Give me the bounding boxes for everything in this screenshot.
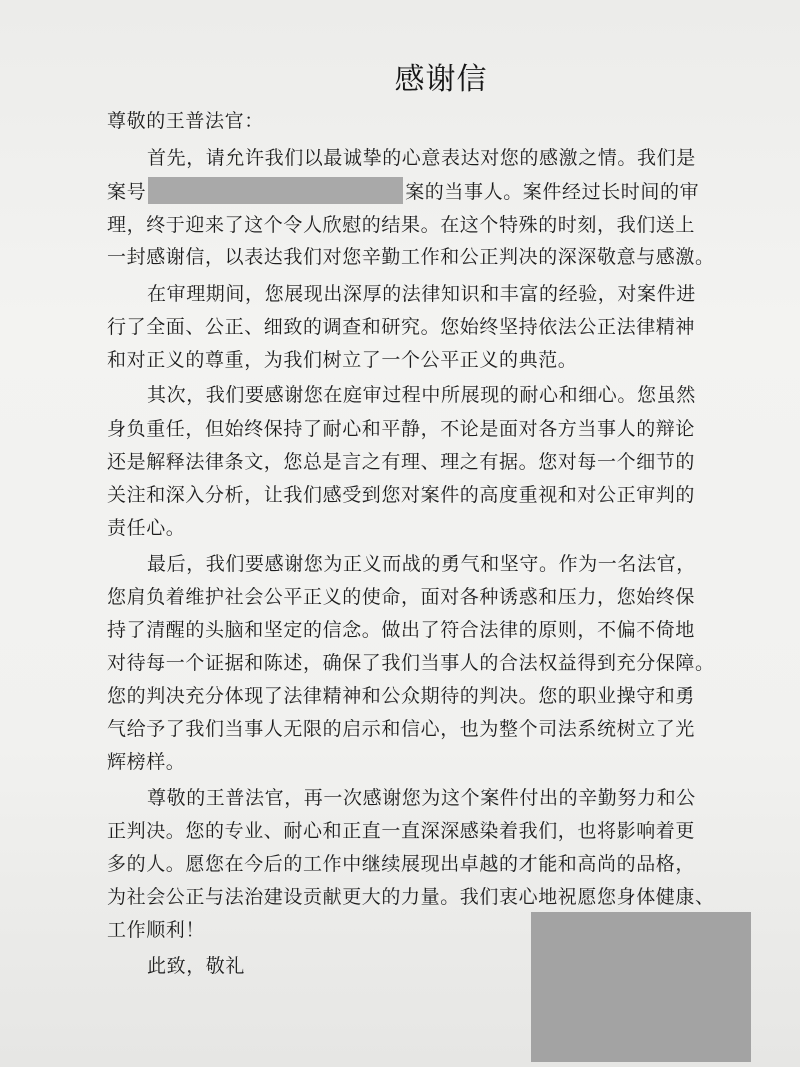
paragraph-line: 多的人。愿您在今后的工作中继续展现出卓越的才能和高尚的品格， [107, 853, 696, 875]
paragraph-line: 行了全面、公正、细致的调查和研究。您始终坚持依法公正法律精神 [107, 316, 696, 338]
paragraph-line: 在审理期间，您展现出深厚的法律知识和丰富的经验，对案件进 [147, 283, 696, 305]
paragraph-line: 您的判决充分体现了法律精神和公众期待的判决。您的职业操守和勇 [107, 685, 696, 707]
case-number-label: 案号 [107, 181, 147, 203]
redacted-case-number [148, 177, 403, 204]
paragraph-line: 气给予了我们当事人无限的启示和信心，也为整个司法系统树立了光 [107, 718, 696, 740]
paragraph-line: 一封感谢信，以表达我们对您辛勤工作和公正判决的深深敬意与感激。 [107, 246, 715, 268]
paragraph-line: 辉榜样。 [107, 751, 186, 773]
paragraph-line: 责任心。 [107, 517, 186, 539]
paragraph-line: 关注和深入分析，让我们感受到您对案件的高度重视和对公正审判的 [107, 484, 696, 506]
letter-title: 感谢信 [394, 62, 488, 97]
paragraph-line: 和对正义的尊重，为我们树立了一个公平正义的典范。 [107, 349, 578, 371]
paragraph-line-tail: 案的当事人。案件经过长时间的审 [405, 181, 700, 203]
paragraph-line: 您肩负着维护社会公平正义的使命，面对各种诱惑和压力，您始终保 [107, 586, 696, 608]
paragraph-line: 正判决。您的专业、耐心和正直一直深深感染着我们，也将影响着更 [107, 820, 696, 842]
paragraph-line: 其次，我们要感谢您在庭审过程中所展现的耐心和细心。您虽然 [147, 384, 696, 406]
paragraph-line: 对待每一个证据和陈述，确保了我们当事人的合法权益得到充分保障。 [107, 652, 715, 674]
paragraph-line: 首先，请允许我们以最诚挚的心意表达对您的感激之情。我们是 [147, 147, 696, 169]
paragraph-line: 身负重任，但始终保持了耐心和平静，不论是面对各方当事人的辩论 [107, 418, 696, 440]
paragraph-line-with-redaction [107, 177, 699, 204]
paragraph-line: 工作顺利！ [107, 919, 206, 941]
paragraph-line: 理，终于迎来了这个令人欣慰的结果。在这个特殊的时刻，我们送上 [107, 214, 696, 236]
paragraph-line: 尊敬的王普法官，再一次感谢您为这个案件付出的辛勤努力和公 [147, 787, 696, 809]
paragraph-line: 为社会公正与法治建设贡献更大的力量。我们衷心地祝愿您身体健康、 [107, 886, 715, 908]
salutation: 尊敬的王普法官： [107, 110, 264, 132]
paragraph-line: 最后，我们要感谢您为正义而战的勇气和坚守。作为一名法官， [147, 553, 696, 575]
paragraph-line: 持了清醒的头脑和坚定的信念。做出了符合法律的原则，不偏不倚地 [107, 619, 696, 641]
paragraph-line: 还是解释法律条文，您总是言之有理、理之有据。您对每一个细节的 [107, 451, 696, 473]
closing: 此致，敬礼 [147, 955, 246, 977]
redacted-signature-block [531, 912, 751, 1062]
